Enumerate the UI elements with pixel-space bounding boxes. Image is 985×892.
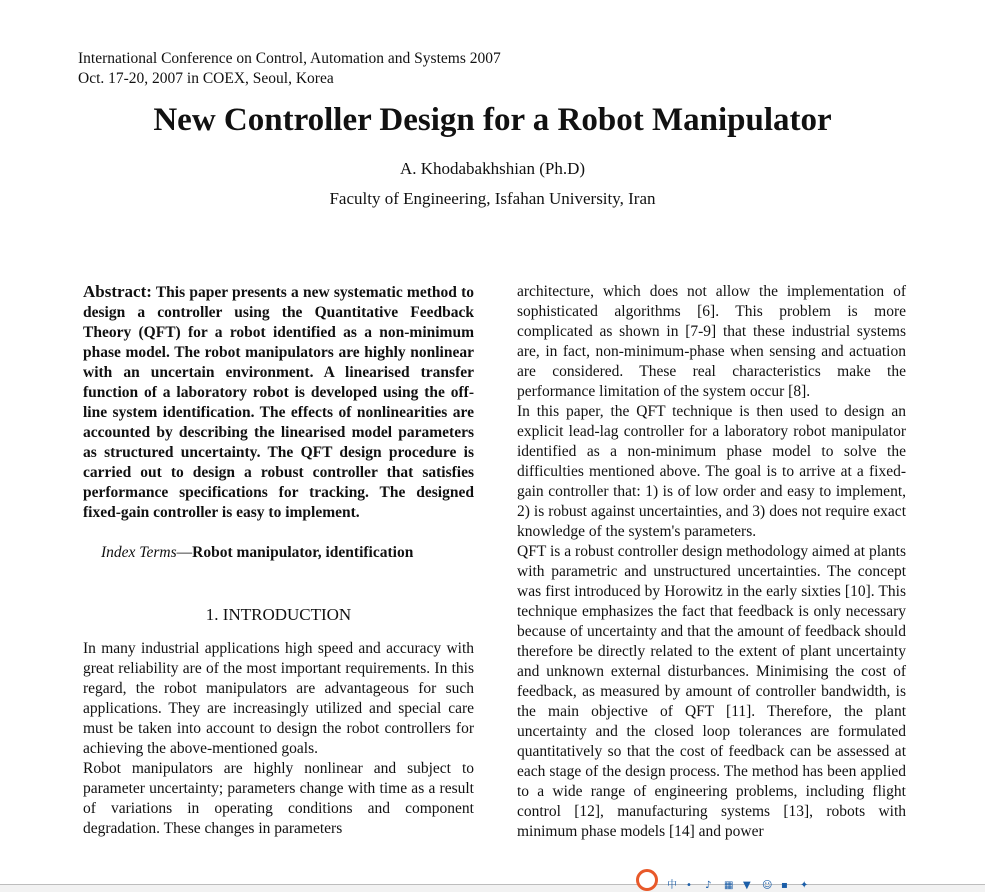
right-column [517, 282, 906, 842]
keyboard-icon[interactable]: ▦ [724, 880, 734, 891]
shirt-icon[interactable]: ▼ [743, 880, 751, 891]
conference-date-venue: Oct. 17-20, 2007 in COEX, Seoul, Korea [78, 70, 334, 87]
abstract [83, 282, 474, 523]
intro-paragraph-2: Robot manipulators are highly nonlinear and subject to parameter uncertainty; parameters change with time as a result of variations in operating conditions and component degradation. These changes in parameters [83, 760, 474, 837]
conference-header [78, 49, 501, 89]
intro-paragraph-1: In many industrial applications high speed and accuracy with great reliability are of the most important requirements. In this regard, the robot manipulators are advantageous for such applications. They are increasingly utilized and special care must be taken into account to design the robot controllers for achieving the above-mentioned goals. [83, 640, 474, 757]
abstract-text: This paper presents a new systematic method to design a controller using the Quantitative Feedback Theory (QFT) for a robot identified as a non-minimum phase model. The robot manipulators are highly nonlinear with an uncertain environment. A linearised transfer function of a laboratory robot is developed using the off-line system identification. The effects of nonlinearities are accounted by describing the linearised model parameters as structured uncertainty. The QFT design procedure is carried out to design a robust controller that satisfies performance specifications for tracking. The designed fixed-gain controller is easy to implement. [83, 284, 474, 521]
punctuation-icon[interactable]: • [686, 880, 692, 891]
abstract-label: Abstract: [83, 282, 152, 301]
paper-title: New Controller Design for a Robot Manipulator [153, 102, 832, 138]
paper-author: A. Khodabakhshian (Ph.D) [399, 159, 586, 178]
right-paragraph-2: In this paper, the QFT technique is then used to design an explicit lead-lag controller for a laboratory robot manipulator identified as a non-minimum phase model to solve the difficulties mentioned above. The goal is to arrive at a fixed-gain controller that: 1) is of low order and easy to implement, 2) is robust against uncertainties, and 3) does not require exact knowledge of the system's parameters. [517, 403, 906, 540]
paper-affiliation: Faculty of Engineering, Isfahan University, Iran [329, 189, 656, 208]
conference-name: International Conference on Control, Automation and Systems 2007 [78, 50, 501, 67]
index-terms-dash: — [176, 544, 193, 561]
tools-icon[interactable]: ✦ [800, 880, 809, 891]
right-paragraph-1: architecture, which does not allow the implementation of sophisticated algorithms [6]. This problem is more complicated as shown in [7-9] that these industrial systems are, in fact, non-minimum-phase when sensing and actuation are considered. These real characteristics make the performance limitation of the system occur [8]. [517, 283, 906, 400]
left-column [83, 282, 474, 839]
index-terms [83, 543, 474, 563]
sogou-logo-icon[interactable] [636, 869, 658, 891]
section-heading-introduction: 1. INTRODUCTION [205, 605, 352, 624]
grid-icon[interactable]: ▪ [781, 880, 788, 891]
ime-toolbar[interactable] [636, 876, 866, 891]
emoji-icon[interactable]: ☺ [762, 880, 773, 891]
index-terms-text: Robot manipulator, identification [192, 544, 414, 561]
right-paragraph-3: QFT is a robust controller design methodology aimed at plants with parametric and unstructured uncertainties. The concept was first introduced by Horowitz in the early sixties [10]. This technique emphasizes the fact that feedback is only necessary because of uncertainty and that the amount of feedback should therefore be directly related to the extent of plant uncertainty and unknown external disturbances. Minimising the cost of feedback, as measured by amount of controller bandwidth, is the main objective of QFT [11]. Therefore, the plant uncertainty and the closed loop tolerances are formulated quantitatively so that the cost of feedback can be assessed at each stage of the design process. The method has been applied to a wide range of engineering problems, including flight control [12], manufacturing systems [13], robots with minimum phase models [14] and power [517, 543, 906, 840]
chinese-input-icon[interactable]: 中 [667, 880, 677, 891]
microphone-icon[interactable]: ♪ [705, 880, 712, 891]
index-terms-label: Index Terms [101, 544, 177, 561]
